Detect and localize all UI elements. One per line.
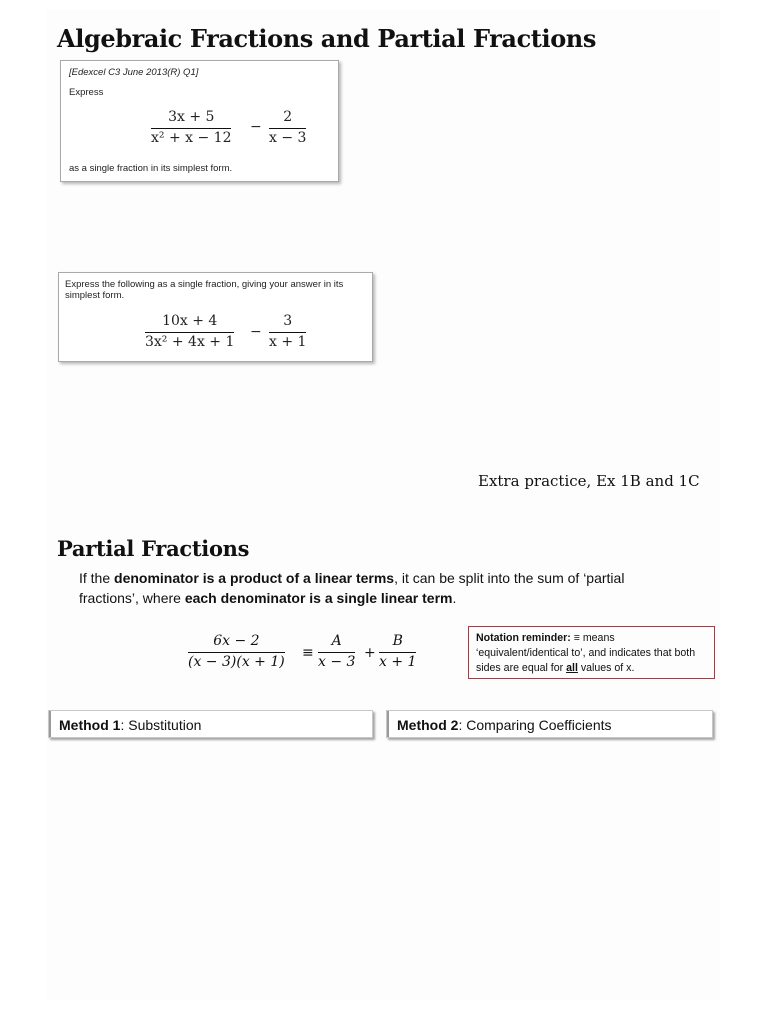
page-title: Algebraic Fractions and Partial Fractions: [57, 24, 596, 53]
question-1-fraction-2: [269, 109, 306, 147]
plus-operator: +: [364, 645, 376, 661]
notation-text: values of x.: [577, 662, 635, 674]
intro-text: , it can be split into the sum of ‘partial fractions’, where: [79, 570, 625, 606]
lhs-fraction: [188, 633, 285, 671]
fraction-denominator: x − 3: [269, 130, 307, 146]
intro-paragraph: [79, 568, 669, 608]
fraction-bar: [145, 332, 234, 333]
notation-text: ≡ means ‘equivalent/identical to’, and indicates that both sides are equal for: [476, 632, 696, 674]
fraction-numerator: 2: [283, 109, 293, 125]
question-2-box: [58, 272, 373, 362]
fraction-denominator: x − 3: [318, 654, 356, 670]
fraction-bar: [269, 332, 306, 333]
method-2-text: : Comparing Coefficients: [458, 717, 612, 733]
fraction-numerator: 3: [283, 313, 293, 329]
question-1-fraction-1: [151, 109, 231, 147]
question-1-footer: as a single fraction in its simplest form.: [69, 163, 233, 174]
question-1-source: [Edexcel C3 June 2013(R) Q1]: [69, 67, 199, 78]
fraction-bar: [269, 128, 306, 129]
question-2-instruction: Express the following as a single fraction, giving your answer in its simplest form.: [65, 279, 344, 301]
intro-bold-text: each denominator is a single linear term: [184, 590, 453, 606]
equivalence-symbol: ≡: [302, 645, 314, 661]
notation-emphasis: all: [566, 662, 578, 674]
fraction-denominator: x² + x − 12: [151, 130, 232, 146]
fraction-numerator: B: [392, 633, 403, 649]
notation-label: Notation reminder:: [476, 632, 571, 644]
minus-operator: −: [250, 324, 262, 340]
question-1-instruction: Express: [69, 87, 104, 98]
fraction-denominator: 3x² + 4x + 1: [145, 334, 235, 350]
fraction-bar: [188, 652, 285, 653]
fraction-denominator: x + 1: [379, 654, 417, 670]
fraction-denominator: x + 1: [269, 334, 307, 350]
method-1-box: [48, 710, 373, 738]
extra-practice-note: Extra practice, Ex 1B and 1C: [478, 472, 700, 490]
fraction-bar: [318, 652, 355, 653]
method-1-label: Method 1: [59, 717, 121, 733]
fraction-numerator: 3x + 5: [168, 109, 215, 125]
intro-bold-text: denominator is a product of a linear terms: [114, 570, 395, 586]
fraction-b: [379, 633, 416, 671]
intro-text: .: [452, 590, 457, 606]
question-2-fraction-2: [269, 313, 306, 351]
question-2-fraction-1: [145, 313, 234, 351]
intro-text: If the: [79, 570, 115, 586]
minus-operator: −: [250, 119, 262, 135]
method-2-label: Method 2: [397, 717, 459, 733]
fraction-numerator: A: [331, 633, 342, 649]
fraction-numerator: 6x − 2: [213, 633, 260, 649]
fraction-denominator: (x − 3)(x + 1): [188, 654, 285, 670]
fraction-numerator: 10x + 4: [162, 313, 218, 329]
fraction-bar: [151, 128, 231, 129]
method-2-box: [386, 710, 713, 738]
fraction-bar: [379, 652, 416, 653]
fraction-a: [318, 633, 355, 671]
question-1-box: [60, 60, 339, 182]
notation-reminder-box: [468, 626, 715, 679]
section-heading: Partial Fractions: [57, 536, 250, 561]
method-1-text: : Substitution: [120, 717, 202, 733]
